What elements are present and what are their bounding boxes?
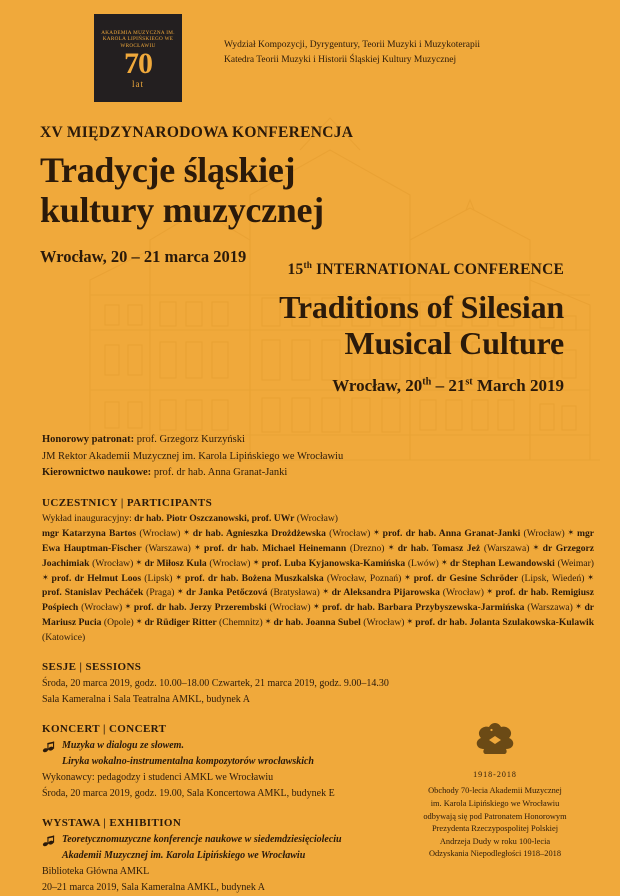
participant-name: prof. Luba Kyjanowska-Kamińska: [261, 557, 406, 569]
patronage-block: [42, 432, 594, 482]
participants-heading: UCZESTNICY | PARTICIPANTS: [42, 497, 213, 510]
exhibition-title-line-2: Akademii Muzycznej im. Karola Lipińskiego we Wrocławiu: [62, 849, 306, 861]
participant-name: dr hab. Joanna Subel: [273, 617, 361, 629]
polish-title-line-2: kultury muzycznej: [40, 190, 324, 231]
participant-name: prof. dr Helmut Loos: [51, 572, 142, 584]
participant-separator-icon: ✶: [180, 527, 193, 537]
participant-separator-icon: ✶: [122, 602, 134, 612]
participants-section: [42, 497, 594, 646]
logo-number: 70: [124, 47, 152, 81]
exhibition-title-line-1: Teoretycznomuzyczne konferencje naukowe w siedemdziesięcioleciu: [62, 833, 342, 845]
participant-separator-icon: ✶: [384, 542, 398, 552]
participant-city: (Chemnitz): [216, 617, 263, 629]
patronage-line-2: JM Rektor Akademii Muzycznej im. Karola Lipińskiego we Wrocławiu: [42, 450, 344, 462]
patronage-line-1: Honorowy patronat: prof. Grzegorz Kurzyński: [42, 433, 245, 445]
participant-city: (Wrocław): [206, 557, 251, 569]
footer-line-1: Obchody 70-lecia Akademii Muzycznej: [428, 786, 562, 796]
english-title-line-1: Traditions of Silesian: [279, 288, 564, 325]
footer-line-2: im. Karola Lipińskiego we Wrocławiu: [430, 798, 560, 808]
participant-separator-icon: ✶: [42, 572, 52, 582]
participant-city: (Wrocław): [266, 602, 311, 614]
participant-separator-icon: ✶: [584, 572, 595, 582]
sessions-times: Środa, 20 marca 2019, godz. 10.00–18.00 Czwartek, 21 marca 2019, godz. 9.00–14.30: [42, 677, 389, 689]
participant-name: prof. Stanislav Pecháček: [42, 587, 144, 599]
participant-separator-icon: ✶: [529, 542, 543, 552]
participant-city: (Warszawa): [141, 542, 191, 554]
sessions-venue: Sala Kameralna i Sala Teatralna AMKL, budynek A: [42, 693, 250, 705]
poster-header: [0, 0, 620, 102]
exhibition-when: 20–21 marca 2019, Sala Kameralna AMKL, budynek A: [42, 881, 266, 893]
participant-city: (Wrocław): [89, 557, 134, 569]
participant-name: dr hab. Agnieszka Drożdżewska: [192, 527, 326, 539]
english-kicker: 15th INTERNATIONAL CONFERENCE: [287, 260, 564, 278]
participant-separator-icon: ✶: [172, 572, 185, 582]
participant-separator-icon: ✶: [133, 617, 145, 627]
participant-name: prof. dr hab. Michael Heinemann: [204, 542, 347, 554]
sessions-heading: SESJE | SESSIONS: [42, 660, 142, 673]
participant-name: dr Janka Petőczová: [186, 587, 268, 599]
polish-title-line-1: Tradycje śląskiej: [40, 150, 296, 190]
concert-when: Środa, 20 marca 2019, godz. 19.00, Sala Koncertowa AMKL, budynek E: [42, 787, 335, 799]
exhibition-place: Biblioteka Główna AMKL: [42, 865, 150, 877]
polish-kicker: XV MIĘDZYNARODOWA KONFERENCJA: [40, 124, 354, 141]
concert-performers: Wykonawcy: pedagodzy i studenci AMKL we Wrocławiu: [42, 771, 274, 783]
music-note-icon-exhibition: [42, 834, 56, 848]
exhibition-section: [42, 817, 594, 896]
participant-city: (Wrocław): [136, 527, 181, 539]
participant-name: prof. dr hab. Bożena Muszkalska: [184, 572, 324, 584]
participant-name: prof. dr hab. Remigiusz Pośpiech: [42, 587, 595, 614]
participant-city: (Lipsk): [141, 572, 173, 584]
participant-name: dr Miłosz Kula: [144, 557, 207, 569]
participant-separator-icon: ✶: [564, 527, 577, 537]
centenary-years: 1918-2018: [473, 770, 517, 780]
participant-name: prof. dr Gesine Schröder: [413, 572, 519, 584]
participant-city: (Wrocław): [439, 587, 484, 599]
department-line-2: Katedra Teorii Muzyki i Historii Śląskiej Kultury Muzycznej: [224, 54, 457, 65]
anniversary-logo: [94, 14, 182, 102]
participant-city: (Wrocław): [520, 527, 565, 539]
participant-name: dr Rüdiger Ritter: [144, 617, 217, 629]
footer-line-6: Odzyskania Niepodległości 1918–2018: [428, 849, 562, 859]
participant-city: (Katowice): [42, 631, 86, 643]
logo-circle-text: AKADEMIA MUZYCZNA IM. KAROLA LIPIŃSKIEGO WE WROCŁAWIU: [101, 29, 175, 49]
participants-opening-lecture: Wykład inauguracyjny: dr hab. Piotr Oszczanowski, prof. UWr (Wrocław): [42, 513, 338, 525]
participant-city: (Wrocław, Poznań): [323, 572, 402, 584]
music-note-icon: [42, 740, 56, 754]
english-title-line-2: Musical Culture: [344, 325, 564, 362]
participants-list: [42, 527, 594, 646]
poster-body: [0, 396, 620, 896]
participant-separator-icon: ✶: [404, 617, 416, 627]
title-block: [0, 102, 620, 396]
participant-separator-icon: ✶: [319, 587, 332, 597]
participant-separator-icon: ✶: [401, 572, 414, 582]
footer-line-5: Andrzeja Dudy w roku 100-lecia: [439, 836, 551, 846]
participant-name: mgr Ewa Hauptman-Fischer: [42, 527, 595, 554]
english-title-block: [40, 261, 590, 396]
participant-city: (Opole): [101, 617, 134, 629]
exhibition-heading: WYSTAWA | EXHIBITION: [42, 816, 182, 829]
concert-title-line-1: Muzyka w dialogu ze słowem.: [62, 739, 184, 751]
participant-city: (Wrocław): [78, 602, 123, 614]
participant-city: (Warszawa): [524, 602, 573, 614]
participant-name: mgr Katarzyna Bartos: [42, 527, 137, 539]
participant-name: dr Stephan Lewandowski: [449, 557, 555, 569]
participant-separator-icon: ✶: [572, 602, 585, 612]
participant-name: prof. dr hab. Anna Granat-Janki: [382, 527, 521, 539]
participant-city: (Lwów): [405, 557, 439, 569]
concert-section: [42, 723, 594, 802]
participant-city: (Wrocław): [325, 527, 371, 539]
sessions-section: [42, 661, 594, 708]
participant-name: prof. dr hab. Jerzy Przerembski: [133, 602, 267, 614]
participant-separator-icon: ✶: [190, 542, 205, 552]
participant-separator-icon: ✶: [133, 557, 145, 567]
participant-name: dr hab. Tomasz Jeż: [397, 542, 481, 554]
footer-line-4: Prezydenta Rzeczypospolitej Polskiej: [431, 824, 559, 834]
participant-city: (Bratysława): [267, 587, 320, 599]
concert-heading: KONCERT | CONCERT: [42, 722, 167, 735]
participant-city: (Weimar): [554, 557, 594, 569]
participant-city: (Lipsk, Wiedeń): [518, 572, 585, 584]
participant-city: (Warszawa): [480, 542, 530, 554]
footer-line-3: odbywają się pod Patronatem Honorowym: [423, 811, 567, 821]
concert-title-line-2: Liryka wokalno-instrumentalna kompozytorów wrocławskich: [62, 755, 314, 767]
participant-separator-icon: ✶: [310, 602, 323, 612]
english-place-date: Wrocław, 20th – 21st March 2019: [332, 375, 564, 395]
participant-separator-icon: ✶: [370, 527, 383, 537]
participant-name: dr Mariusz Pucia: [42, 602, 595, 629]
participant-separator-icon: ✶: [483, 587, 496, 597]
participant-separator-icon: ✶: [262, 617, 274, 627]
participant-separator-icon: ✶: [438, 557, 450, 567]
participant-city: (Praga): [143, 587, 175, 599]
participant-separator-icon: ✶: [250, 557, 262, 567]
department-block: [224, 38, 480, 67]
logo-lat-label: lat: [132, 79, 144, 90]
participant-city: (Drezno): [346, 542, 385, 554]
participant-name: prof. dr hab. Barbara Przybyszewska-Jarmińska: [322, 602, 525, 614]
participant-city: (Wrocław): [360, 617, 405, 629]
patronage-line-3: Kierownictwo naukowe: prof. dr hab. Anna Granat-Janki: [42, 467, 288, 479]
department-line-1: Wydział Kompozycji, Dyrygentury, Teorii Muzyki i Muzykoterapii: [224, 40, 480, 50]
participant-name: dr Aleksandra Pijarowska: [331, 587, 440, 599]
participant-separator-icon: ✶: [174, 587, 187, 597]
participant-name: dr Grzegorz Joachimiak: [42, 542, 595, 569]
participant-name: prof. dr hab. Jolanta Szulakowska-Kulawik: [415, 617, 595, 629]
polish-place-date: Wrocław, 20 – 21 marca 2019: [40, 246, 247, 266]
